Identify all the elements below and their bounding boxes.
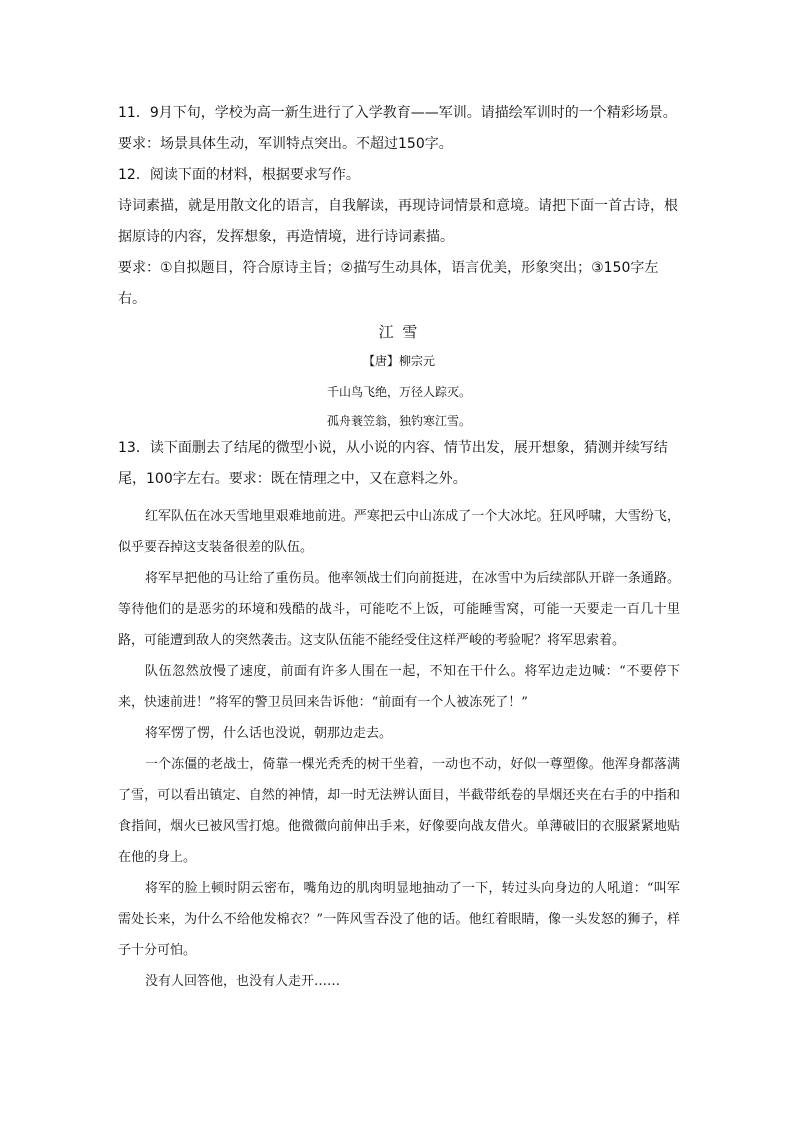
story-paragraph: 将军愣了愣，什么话也没说，朝那边走去。 [145, 726, 393, 741]
poem-title: 江 雪 [378, 323, 420, 341]
story-paragraph: 一个冻僵的老战士，倚靠一棵光秃秃的树干坐着，一动也不动，好似一尊塑像。他浑身都落满了雪，可以看出镇定、自然的神情，却一时无法辨认面目，半截带纸卷的旱烟还夹在右手的中指和食指间，烟火已被风雪打熄。他微微向前伸出手来，好像要向战友借火。单薄破旧的衣服紧紧地贴在他的身上。 [118, 757, 680, 865]
story-paragraph: 队伍忽然放慢了速度，前面有许多人围在一起，不知在干什么。将军边走边喊：“不要停下来，快速前进！”将军的警卫员回来告诉他：“前面有一个人被冻死了！” [118, 664, 680, 710]
question-12-prompt: 12．阅读下面的材料，根据要求写作。 [118, 167, 360, 183]
story-paragraph: 将军的脸上顿时阴云密布，嘴角边的肌肉明显地抽动了一下，转过头向身边的人吼道：“叫军需处长来，为什么不给他发棉衣？”一阵风雪吞没了他的话。他红着眼睛，像一头发怒的狮子，样子十分可怕。 [118, 881, 680, 958]
question-11-prompt: 11．9月下旬，学校为高一新生进行了入学教育——军训。请描绘军训时的一个精彩场景。 [118, 105, 677, 121]
poem-line-2: 孤舟蓑笠翁，独钓寒江雪。 [326, 414, 471, 428]
question-11-requirement: 要求：场景具体生动，军训特点突出。不超过150字。 [118, 136, 453, 152]
story-paragraph: 没有人回答他，也没有人走开…… [145, 974, 341, 989]
poem [118, 321, 680, 431]
question-13-prompt: 13．读下面删去了结尾的微型小说，从小说的内容、情节出发，展开想象，猜测并续写结尾，100字左右。要求：既在情理之中，又在意料之外。 [118, 440, 668, 487]
question-12-requirement: 要求：①自拟题目，符合原诗主旨；②描写生动具体，语言优美，形象突出；③150字左右。 [118, 260, 659, 307]
poem-line-1: 千山鸟飞绝，万径人踪灭。 [326, 385, 471, 399]
question-12-material: 诗词素描，就是用散文化的语言，自我解读，再现诗词情景和意境。请把下面一首古诗，根据原诗的内容，发挥想象，再造情境，进行诗词素描。 [118, 198, 678, 245]
exam-page [118, 98, 680, 997]
story [118, 501, 680, 997]
story-paragraph: 红军队伍在冰天雪地里艰难地前进。严寒把云中山冻成了一个大冰坨。狂风呼啸，大雪纷飞，似乎要吞掉这支装备很差的队伍。 [118, 509, 680, 555]
poem-author: 【唐】柳宗元 [362, 354, 435, 368]
story-paragraph: 将军早把他的马让给了重伤员。他率领战士们向前挺进，在冰雪中为后续部队开辟一条通路。等待他们的是恶劣的环境和残酷的战斗，可能吃不上饭，可能睡雪窝，可能一天要走一百几十里路，可能遭到敌人的突然袭击。这支队伍能不能经受住这样严峻的考验呢？将军思索着。 [118, 571, 680, 648]
